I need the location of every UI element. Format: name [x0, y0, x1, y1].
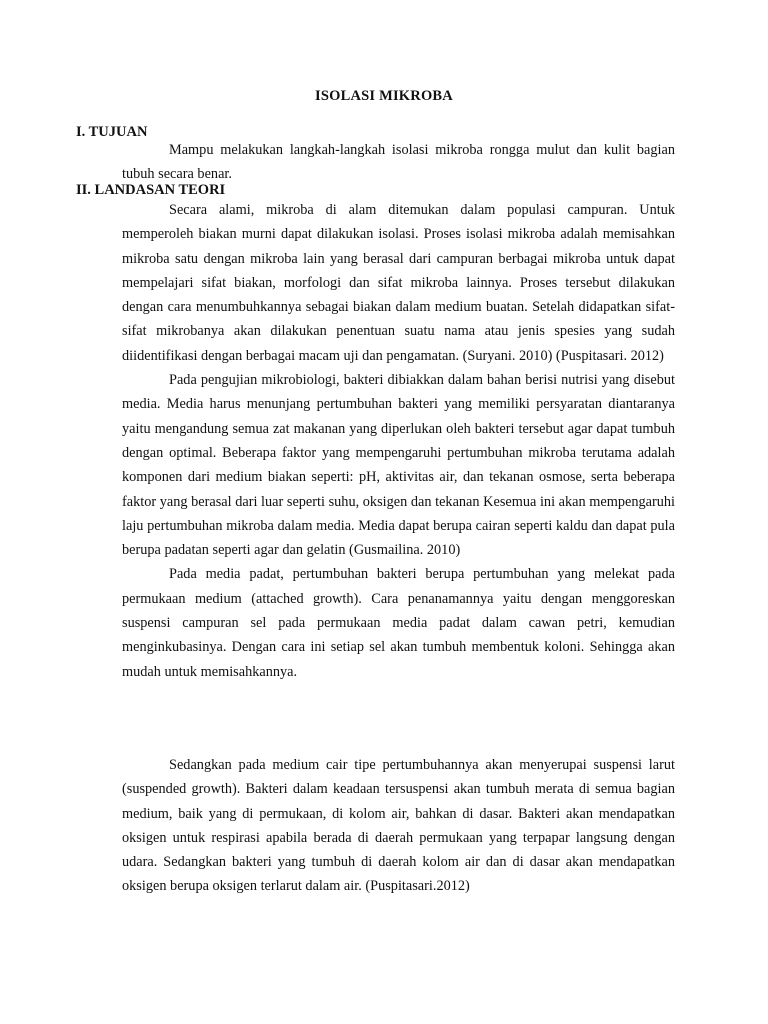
paragraph: Pada media padat, pertumbuhan bakteri berupa pertumbuhan yang melekat pada permukaan medium (attached growth). Cara penanamannya yaitu dengan menggoreskan suspensi campuran sel pada permukaan media padat dalam cawan petri, kemudian menginkubasinya. Dengan cara ini setiap sel akan tumbuh membentuk koloni. Sehingga akan mudah untuk memisahkannya. [122, 566, 675, 680]
section-body-landasan-teori [122, 198, 675, 684]
paragraph: Sedangkan pada medium cair tipe pertumbuhannya akan menyerupai suspensi larut (suspended growth). Bakteri dalam keadaan tersuspensi akan tumbuh merata di semua bagian medium, baik yang di permukaan, di kolom air, bahkan di dasar. Bakteri akan mendapatkan oksigen untuk respirasi apabila berada di daerah permukaan yang terpapar langsung dengan udara. Sedangkan bakteri yang tumbuh di daerah kolom air dan di dasar akan mendapatkan oksigen berupa oksigen terlarut dalam air. (Puspitasari.2012) [122, 757, 675, 895]
section-heading-landasan-teori: II. LANDASAN TEORI [76, 182, 226, 198]
paragraph: Pada pengujian mikrobiologi, bakteri dibiakkan dalam bahan berisi nutrisi yang disebut media. Media harus menunjang pertumbuhan bakteri yang memiliki persyaratan diantaranya yaitu mengandung semua zat makanan yang diperlukan oleh bakteri tersebut agar dapat tumbuh dengan optimal. Beberapa faktor yang mempengaruhi pertumbuhan mikroba terutama adalah komponen dari medium biakan seperti: pH, aktivitas air, dan tekanan osmose, serta beberapa faktor yang berasal dari luar seperti suhu, oksigen dan tekanan Kesemua ini akan mempengaruhi laju pertumbuhan mikroba dalam media. Media dapat berupa cairan seperti kaldu dan dapat pula berupa padatan seperti agar dan gelatin (Gusmailina. 2010) [122, 372, 675, 559]
document-title: ISOLASI MIKROBA [315, 88, 453, 104]
section-heading-tujuan: I. TUJUAN [76, 124, 148, 140]
paragraph: Secara alami, mikroba di alam ditemukan dalam populasi campuran. Untuk memperoleh biakan murni dapat dilakukan isolasi. Proses isolasi mikroba adalah memisahkan mikroba satu dengan mikroba lain yang berasal dari campuran berbagai mikroba untuk dapat mempelajari sifat biakan, morfologi dan sifat mikroba lainnya. Proses tersebut dilakukan dengan cara menumbuhkannya sebagai biakan dalam medium buatan. Setelah didapatkan sifat-sifat mikrobanya akan dilakukan penentuan suatu nama atau jenis spesies yang sudah diidentifikasi dengan berbagai macam uji dan pengamatan. (Suryani. 2010) (Puspitasari. 2012) [122, 202, 675, 364]
section-body-landasan-teori-continued [122, 753, 675, 899]
section-body-tujuan [122, 138, 675, 187]
paragraph: Mampu melakukan langkah-langkah isolasi mikroba rongga mulut dan kulit bagian tubuh secara benar. [122, 142, 675, 183]
